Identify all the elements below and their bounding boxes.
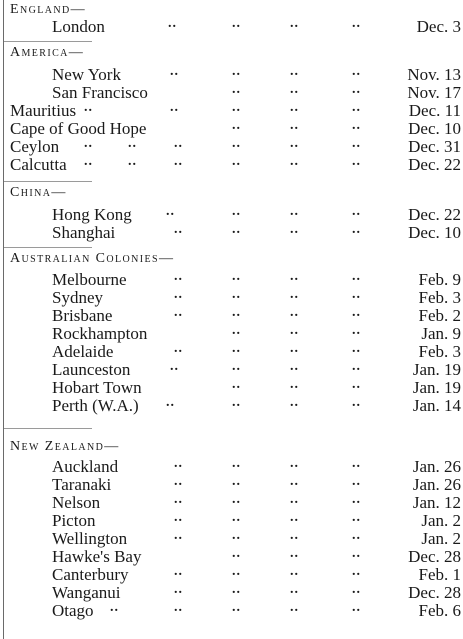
dot-leader: .. <box>290 474 299 489</box>
section-heading: China— <box>10 185 67 200</box>
dot-leader: .. <box>84 154 93 169</box>
arrival-date: Jan. 12 <box>412 493 461 512</box>
dot-leader: .. <box>352 582 361 597</box>
arrival-date: Dec. 28 <box>408 583 461 602</box>
place-name: Perth (W.A.) <box>52 396 139 415</box>
arrival-date: Jan. 26 <box>412 475 461 494</box>
dot-leader: .. <box>352 377 361 392</box>
dot-leader: .. <box>110 600 119 615</box>
arrival-date: Dec. 10 <box>408 223 461 242</box>
dot-leader: .. <box>84 136 93 151</box>
dot-leader: .. <box>352 323 361 338</box>
arrival-date: Feb. 2 <box>418 306 461 325</box>
dot-leader: .. <box>352 16 361 31</box>
dot-leader: .. <box>166 204 175 219</box>
dot-leader: .. <box>290 154 299 169</box>
place-name: Canterbury <box>52 565 129 584</box>
dot-leader: .. <box>232 546 241 561</box>
arrival-date: Dec. 28 <box>408 547 461 566</box>
dot-leader: .. <box>352 204 361 219</box>
dot-leader: .. <box>232 510 241 525</box>
arrival-date: Jan. 9 <box>421 324 461 343</box>
dot-leader: .. <box>352 492 361 507</box>
dot-leader: .. <box>232 154 241 169</box>
dot-leader: .. <box>352 269 361 284</box>
dot-leader: .. <box>174 341 183 356</box>
dot-leader: .. <box>290 510 299 525</box>
arrival-date: Dec. 3 <box>416 17 461 36</box>
place-name: Picton <box>52 511 96 530</box>
dot-leader: .. <box>232 82 241 97</box>
place-name: Ceylon <box>10 137 60 156</box>
section-heading-row <box>0 44 463 62</box>
dot-leader: .. <box>232 600 241 615</box>
arrival-date: Feb. 1 <box>418 565 461 584</box>
dot-leader: .. <box>232 222 241 237</box>
place-name: Sydney <box>52 288 103 307</box>
dot-leader: .. <box>290 323 299 338</box>
dot-leader: .. <box>290 118 299 133</box>
dot-leader: .. <box>290 287 299 302</box>
arrival-date: Dec. 11 <box>408 101 461 120</box>
dot-leader: .. <box>128 154 137 169</box>
dot-leader: .. <box>290 582 299 597</box>
place-name: Mauritius <box>10 101 77 120</box>
arrival-date: Feb. 3 <box>418 288 461 307</box>
dot-leader: .. <box>232 16 241 31</box>
dot-leader: .. <box>290 82 299 97</box>
dot-leader: .. <box>174 474 183 489</box>
dot-leader: .. <box>170 100 179 115</box>
place-name: Auckland <box>52 457 119 476</box>
dot-leader: .. <box>290 269 299 284</box>
arrival-date: Jan. 26 <box>412 457 461 476</box>
dot-leader: .. <box>352 154 361 169</box>
dot-leader: .. <box>290 16 299 31</box>
place-name: Wanganui <box>52 583 121 602</box>
table-row <box>0 397 463 415</box>
dot-leader: .. <box>232 118 241 133</box>
section-heading: Australian Colonies— <box>10 251 175 266</box>
arrival-date: Jan. 2 <box>421 511 461 530</box>
arrival-date: Nov. 13 <box>407 65 461 84</box>
dot-leader: .. <box>232 395 241 410</box>
dot-leader: .. <box>352 395 361 410</box>
section-divider <box>4 181 92 182</box>
dot-leader: .. <box>174 269 183 284</box>
dot-leader: .. <box>232 377 241 392</box>
dot-leader: .. <box>174 528 183 543</box>
place-name: Rockhampton <box>52 324 148 343</box>
dot-leader: .. <box>174 287 183 302</box>
dot-leader: .. <box>170 64 179 79</box>
section-heading-row <box>0 438 463 456</box>
place-name: Melbourne <box>52 270 127 289</box>
dot-leader: .. <box>174 492 183 507</box>
dot-leader: .. <box>290 528 299 543</box>
place-name: Hong Kong <box>52 205 132 224</box>
dot-leader: .. <box>290 546 299 561</box>
arrival-date: Nov. 17 <box>407 83 461 102</box>
dot-leader: .. <box>352 118 361 133</box>
arrival-date: Dec. 22 <box>408 155 461 174</box>
dot-leader: .. <box>174 510 183 525</box>
place-name: Shanghai <box>52 223 116 242</box>
dot-leader: .. <box>232 582 241 597</box>
dot-leader: .. <box>290 600 299 615</box>
dot-leader: .. <box>232 287 241 302</box>
dot-leader: .. <box>290 359 299 374</box>
dot-leader: .. <box>290 492 299 507</box>
dot-leader: .. <box>352 100 361 115</box>
section-divider <box>4 41 92 42</box>
arrival-date: Jan. 2 <box>421 529 461 548</box>
place-name: Brisbane <box>52 306 113 325</box>
dot-leader: .. <box>290 564 299 579</box>
dot-leader: .. <box>352 222 361 237</box>
place-name: Launceston <box>52 360 131 379</box>
dot-leader: .. <box>232 136 241 151</box>
table-row <box>0 18 463 36</box>
place-name: Taranaki <box>52 475 112 494</box>
dot-leader: .. <box>166 395 175 410</box>
place-name: Hawke's Bay <box>52 547 142 566</box>
dot-leader: .. <box>232 64 241 79</box>
dot-leader: .. <box>352 600 361 615</box>
dot-leader: .. <box>352 474 361 489</box>
arrival-date: Jan. 14 <box>412 396 461 415</box>
dot-leader: .. <box>290 100 299 115</box>
dot-leader: .. <box>352 287 361 302</box>
dot-leader: .. <box>174 582 183 597</box>
section-heading-row <box>0 250 463 268</box>
dot-leader: .. <box>232 528 241 543</box>
arrival-date: Jan. 19 <box>412 360 461 379</box>
dot-leader: .. <box>174 222 183 237</box>
dot-leader: .. <box>174 564 183 579</box>
dot-leader: .. <box>352 305 361 320</box>
dot-leader: .. <box>232 564 241 579</box>
section-divider <box>4 247 92 248</box>
dot-leader: .. <box>232 456 241 471</box>
arrival-date: Jan. 19 <box>412 378 461 397</box>
place-name: Cape of Good Hope <box>10 119 147 138</box>
arrival-date: Dec. 22 <box>408 205 461 224</box>
arrival-date: Feb. 3 <box>418 342 461 361</box>
dot-leader: .. <box>352 64 361 79</box>
place-name: Nelson <box>52 493 101 512</box>
dot-leader: .. <box>232 323 241 338</box>
dot-leader: .. <box>84 100 93 115</box>
table-row <box>0 224 463 242</box>
dot-leader: .. <box>232 474 241 489</box>
dot-leader: .. <box>290 222 299 237</box>
dot-leader: .. <box>232 341 241 356</box>
dot-leader: .. <box>290 341 299 356</box>
dot-leader: .. <box>352 341 361 356</box>
dot-leader: .. <box>290 305 299 320</box>
section-heading: America— <box>10 45 85 60</box>
dot-leader: .. <box>290 64 299 79</box>
arrival-date: Dec. 31 <box>408 137 461 156</box>
section-heading: New Zealand— <box>10 439 120 454</box>
dot-leader: .. <box>170 359 179 374</box>
dot-leader: .. <box>352 510 361 525</box>
place-name: San Francisco <box>52 83 148 102</box>
section-divider <box>4 428 92 429</box>
place-name: New York <box>52 65 121 84</box>
arrival-date: Feb. 6 <box>418 601 461 620</box>
dot-leader: .. <box>290 456 299 471</box>
dot-leader: .. <box>168 16 177 31</box>
dot-leader: .. <box>128 136 137 151</box>
dot-leader: .. <box>174 305 183 320</box>
place-name: Hobart Town <box>52 378 142 397</box>
dot-leader: .. <box>174 136 183 151</box>
place-name: Otago <box>52 601 94 620</box>
arrival-date: Feb. 9 <box>418 270 461 289</box>
dot-leader: .. <box>232 305 241 320</box>
dot-leader: .. <box>290 395 299 410</box>
dot-leader: .. <box>290 204 299 219</box>
dot-leader: .. <box>290 136 299 151</box>
dot-leader: .. <box>232 492 241 507</box>
dot-leader: .. <box>352 564 361 579</box>
dot-leader: .. <box>232 269 241 284</box>
dot-leader: .. <box>352 136 361 151</box>
place-name: Calcutta <box>10 155 67 174</box>
dot-leader: .. <box>232 359 241 374</box>
place-name: Adelaide <box>52 342 114 361</box>
dot-leader: .. <box>174 600 183 615</box>
dot-leader: .. <box>352 82 361 97</box>
table-row <box>0 602 463 620</box>
dot-leader: .. <box>352 546 361 561</box>
dot-leader: .. <box>352 359 361 374</box>
dot-leader: .. <box>232 204 241 219</box>
place-name: London <box>52 17 105 36</box>
dot-leader: .. <box>174 456 183 471</box>
dot-leader: .. <box>352 456 361 471</box>
dot-leader: .. <box>232 100 241 115</box>
dot-leader: .. <box>174 154 183 169</box>
dot-leader: .. <box>290 377 299 392</box>
arrival-date: Dec. 10 <box>408 119 461 138</box>
section-heading-row <box>0 184 463 202</box>
section-heading: England— <box>10 2 86 17</box>
dot-leader: .. <box>352 528 361 543</box>
place-name: Wellington <box>52 529 128 548</box>
table-row <box>0 156 463 174</box>
